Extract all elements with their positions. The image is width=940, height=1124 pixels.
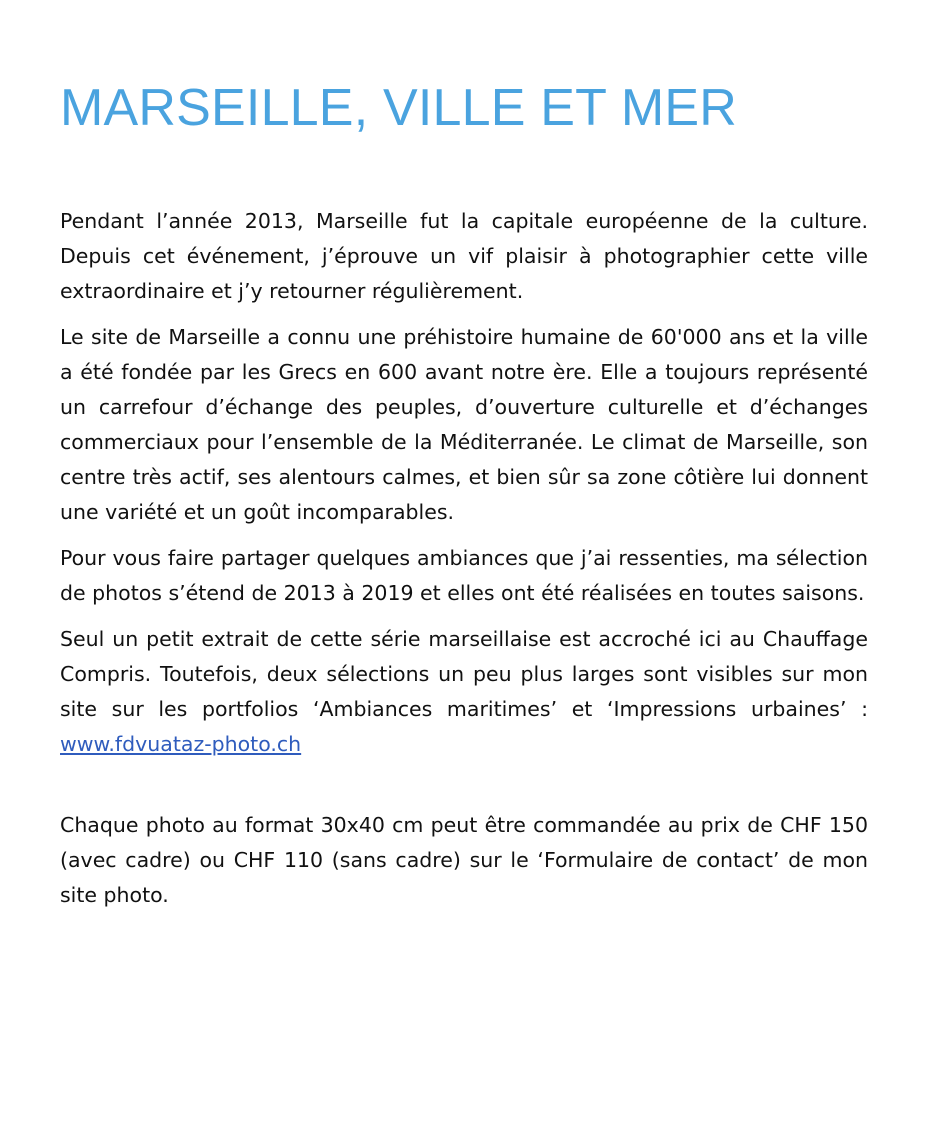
document-body <box>60 204 868 913</box>
page-title: MARSEILLE, VILLE ET MER <box>60 79 737 137</box>
history-paragraph: Le site de Marseille a connu une préhistoire humaine de 60'000 ans et la ville a été fondée par les Grecs en 600 avant notre ère. Elle a toujours représenté un carrefour d’échange des peuples, d’ouverture culturelle et d’échanges commerciaux pour l’ensemble de la Méditerranée. Le climat de Marseille, son centre très actif, ses alentours calmes, et bien sûr sa zone côtière lui donnent une variété et un goût incomparables. <box>60 325 868 524</box>
order-paragraph: Chaque photo au format 30x40 cm peut être commandée au prix de CHF 150 (avec cadre) ou CHF 110 (sans cadre) sur le ‘Formulaire de contact’ de mon site photo. <box>60 813 868 907</box>
portfolio-paragraph-text: Seul un petit extrait de cette série marseillaise est accroché ici au Chauffage Compris. Toutefois, deux sélections un peu plus larges sont visibles sur mon site sur les portfolios ‘Ambiances maritimes’ et ‘Impressions urbaines’ : <box>60 627 868 721</box>
selection-paragraph: Pour vous faire partager quelques ambiances que j’ai ressenties, ma sélection de photos s’étend de 2013 à 2019 et elles ont été réalisées en toutes saisons. <box>60 546 868 605</box>
intro-paragraph: Pendant l’année 2013, Marseille fut la capitale européenne de la culture. Depuis cet événement, j’éprouve un vif plaisir à photographier cette ville extraordinaire et j’y retourner régulièrement. <box>60 209 868 303</box>
document-page <box>60 0 868 924</box>
website-link[interactable]: www.fdvuataz-photo.ch <box>60 732 302 756</box>
portfolio-paragraph <box>60 622 868 762</box>
